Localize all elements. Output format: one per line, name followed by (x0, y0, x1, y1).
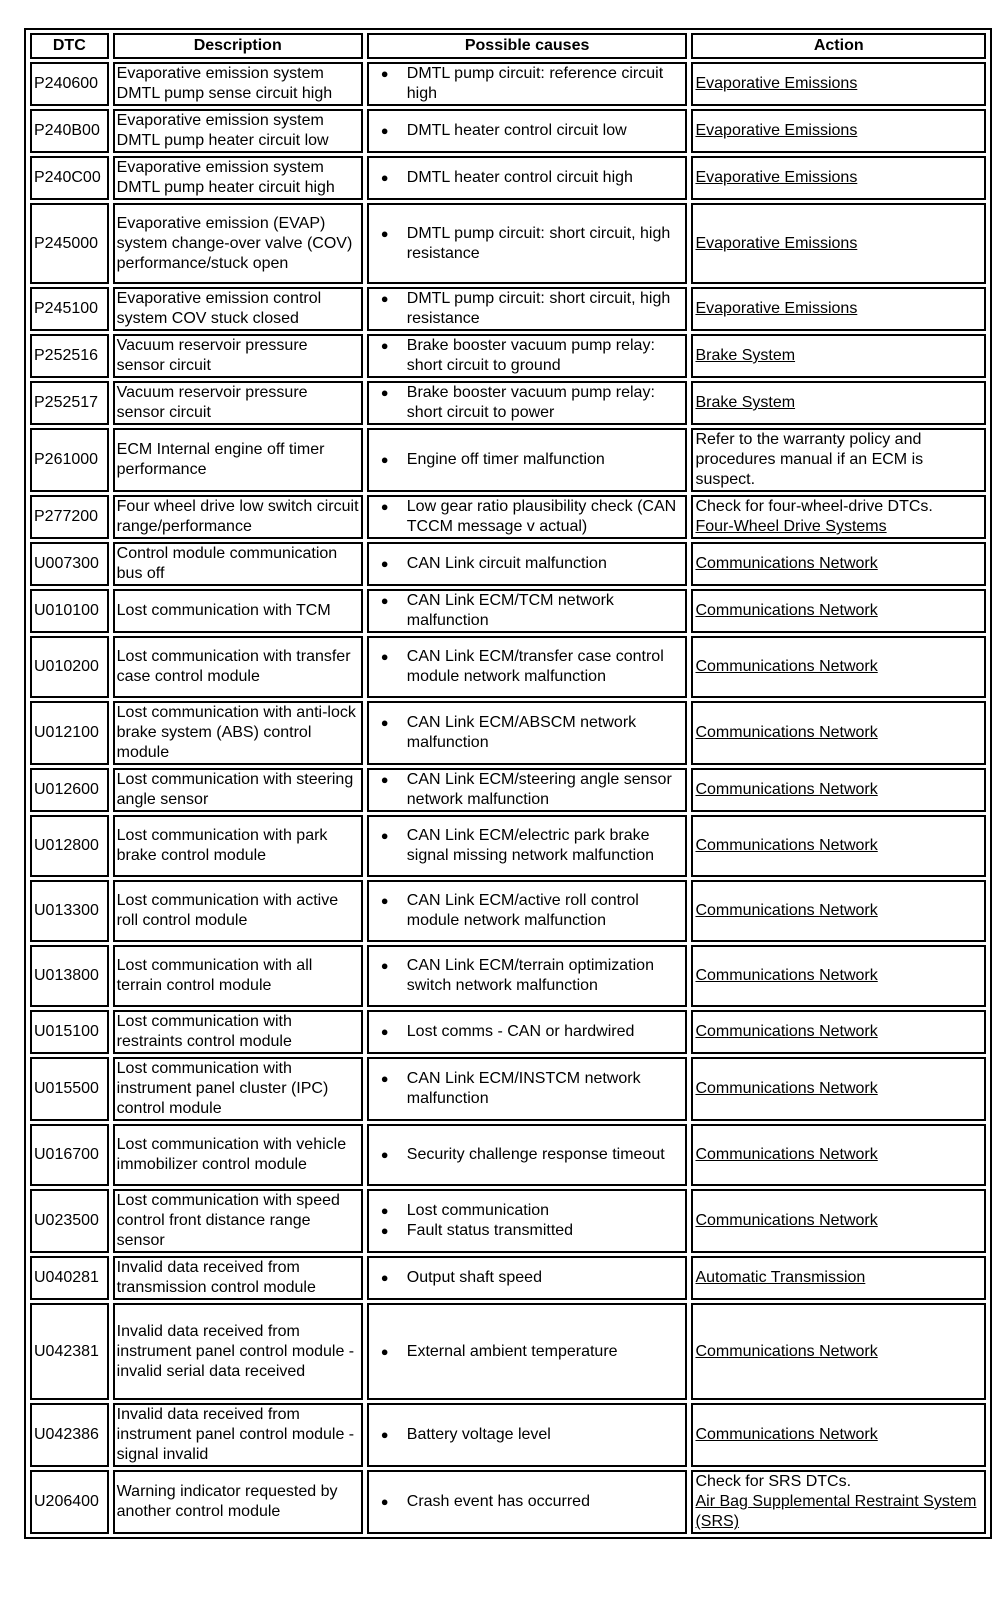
action-cell (691, 381, 986, 425)
action-link[interactable]: Communications Network (695, 1212, 878, 1229)
causes-list (371, 121, 684, 141)
action-link[interactable]: Communications Network (695, 658, 878, 675)
action-cell (691, 62, 986, 106)
cause-item: ● CAN Link ECM/transfer case control module network malfunction (407, 647, 684, 687)
possible-causes (367, 542, 688, 586)
action-link[interactable]: Communications Network (695, 555, 878, 572)
dtc-description: Four wheel drive low switch circuit range/performance (113, 495, 363, 539)
cause-item: ● DMTL pump circuit: reference circuit high (407, 64, 684, 104)
action-cell (691, 1470, 986, 1534)
possible-causes (367, 203, 688, 284)
possible-causes (367, 1256, 688, 1300)
causes-list (371, 1425, 684, 1445)
action-link[interactable]: Automatic Transmission (695, 1269, 866, 1286)
possible-causes (367, 109, 688, 153)
cause-item: ● CAN Link ECM/TCM network malfunction (407, 591, 684, 631)
action-cell (691, 589, 986, 633)
possible-causes (367, 1403, 688, 1467)
dtc-description: Evaporative emission system DMTL pump sense circuit high (113, 62, 363, 106)
dtc-code: U012600 (30, 768, 109, 812)
causes-list (371, 770, 684, 810)
table-row (30, 428, 986, 492)
table-row (30, 109, 986, 153)
dtc-code: P245000 (30, 203, 109, 284)
dtc-description: Invalid data received from instrument panel control module - invalid serial data received (113, 1303, 363, 1400)
action-cell (691, 156, 986, 200)
dtc-code: U015500 (30, 1057, 109, 1121)
dtc-table (24, 28, 992, 1539)
dtc-code: P277200 (30, 495, 109, 539)
causes-list (371, 1268, 684, 1288)
possible-causes (367, 701, 688, 765)
possible-causes (367, 428, 688, 492)
possible-causes (367, 880, 688, 942)
dtc-code: U016700 (30, 1124, 109, 1186)
dtc-description: Lost communication with all terrain control module (113, 945, 363, 1007)
table-row (30, 1124, 986, 1186)
action-cell (691, 287, 986, 331)
dtc-code: P261000 (30, 428, 109, 492)
causes-list (371, 383, 684, 423)
action-link[interactable]: Evaporative Emissions (695, 300, 858, 317)
action-cell (691, 880, 986, 942)
dtc-code: U013300 (30, 880, 109, 942)
action-cell (691, 701, 986, 765)
action-cell (691, 945, 986, 1007)
table-header (30, 33, 986, 59)
cause-item: ● Crash event has occurred (407, 1492, 684, 1512)
dtc-code: U206400 (30, 1470, 109, 1534)
action-link[interactable]: Communications Network (695, 902, 878, 919)
dtc-code: U042386 (30, 1403, 109, 1467)
table-row (30, 945, 986, 1007)
action-link[interactable]: Evaporative Emissions (695, 75, 858, 92)
cause-item: ● CAN Link ECM/active roll control module network malfunction (407, 891, 684, 931)
dtc-description: Lost communication with steering angle sensor (113, 768, 363, 812)
causes-list (371, 956, 684, 996)
table-row (30, 495, 986, 539)
action-cell (691, 495, 986, 539)
cause-item: ● CAN Link circuit malfunction (407, 554, 684, 574)
causes-list (371, 1145, 684, 1165)
possible-causes (367, 815, 688, 877)
dtc-code: U013800 (30, 945, 109, 1007)
action-link[interactable]: Communications Network (695, 1080, 878, 1097)
header-row (30, 33, 986, 59)
possible-causes (367, 1057, 688, 1121)
causes-list (371, 713, 684, 753)
dtc-description: Lost communication with speed control front distance range sensor (113, 1189, 363, 1253)
cause-item: ● DMTL pump circuit: short circuit, high resistance (407, 289, 684, 329)
table-row (30, 1010, 986, 1054)
causes-list (371, 826, 684, 866)
causes-list (371, 1342, 684, 1362)
table-row (30, 880, 986, 942)
dtc-code: U015100 (30, 1010, 109, 1054)
causes-list (371, 289, 684, 329)
action-link[interactable]: Evaporative Emissions (695, 234, 858, 252)
possible-causes (367, 381, 688, 425)
dtc-code: U010100 (30, 589, 109, 633)
action-cell (691, 768, 986, 812)
table-row (30, 334, 986, 378)
action-link[interactable]: Communications Network (695, 1342, 878, 1360)
cause-item: ● Security challenge response timeout (407, 1145, 684, 1165)
table-row (30, 381, 986, 425)
action-cell (691, 109, 986, 153)
dtc-code: P252517 (30, 381, 109, 425)
dtc-description: Evaporative emission system DMTL pump heater circuit low (113, 109, 363, 153)
dtc-code: U010200 (30, 636, 109, 698)
action-link[interactable]: Communications Network (695, 724, 878, 741)
causes-list (371, 336, 684, 376)
causes-list (371, 64, 684, 104)
action-cell (691, 1403, 986, 1467)
action-link[interactable]: Communications Network (695, 967, 878, 984)
table-row (30, 636, 986, 698)
table-row (30, 1057, 986, 1121)
causes-list (371, 1492, 684, 1512)
action-cell (691, 1057, 986, 1121)
action-link[interactable]: Four-Wheel Drive Systems (695, 518, 887, 535)
possible-causes (367, 287, 688, 331)
dtc-code: P245100 (30, 287, 109, 331)
table-row (30, 1256, 986, 1300)
dtc-code: P240B00 (30, 109, 109, 153)
cause-item: ● Lost comms - CAN or hardwired (407, 1022, 684, 1042)
action-note: Refer to the warranty policy and procedures manual if an ECM is suspect. (695, 431, 924, 488)
possible-causes (367, 1189, 688, 1253)
dtc-code: U042381 (30, 1303, 109, 1400)
possible-causes (367, 768, 688, 812)
dtc-description: Vacuum reservoir pressure sensor circuit (113, 381, 363, 425)
dtc-description: Vacuum reservoir pressure sensor circuit (113, 334, 363, 378)
dtc-code: U012100 (30, 701, 109, 765)
action-link[interactable]: Evaporative Emissions (695, 169, 858, 186)
causes-list (371, 891, 684, 931)
table-row (30, 287, 986, 331)
possible-causes (367, 1010, 688, 1054)
possible-causes (367, 589, 688, 633)
table-row (30, 1403, 986, 1467)
action-link[interactable]: Evaporative Emissions (695, 122, 858, 139)
causes-list (371, 450, 684, 470)
action-cell (691, 203, 986, 284)
causes-list (371, 168, 684, 188)
action-link[interactable]: Communications Network (695, 1023, 878, 1040)
cause-item: ● CAN Link ECM/INSTCM network malfunction (407, 1069, 684, 1109)
table-row (30, 768, 986, 812)
table-row (30, 815, 986, 877)
dtc-description: Invalid data received from transmission control module (113, 1256, 363, 1300)
action-link[interactable]: Brake System (695, 347, 796, 364)
action-link[interactable]: Brake System (695, 394, 796, 411)
dtc-description: Evaporative emission (EVAP) system change-over valve (COV) performance/stuck open (113, 203, 363, 284)
table-row (30, 542, 986, 586)
cause-item: ● External ambient temperature (407, 1342, 684, 1362)
header-action: Action (691, 33, 986, 59)
header-dtc: DTC (30, 33, 109, 59)
possible-causes (367, 636, 688, 698)
possible-causes (367, 1124, 688, 1186)
header-causes: Possible causes (367, 33, 688, 59)
cause-item: ● Lost communication (407, 1201, 684, 1221)
causes-list (371, 591, 684, 631)
action-cell (691, 428, 986, 492)
cause-item: ● Battery voltage level (407, 1425, 684, 1445)
dtc-description: Evaporative emission system DMTL pump heater circuit high (113, 156, 363, 200)
table-row (30, 1303, 986, 1400)
possible-causes (367, 334, 688, 378)
action-note: Check for SRS DTCs. (695, 1473, 852, 1490)
possible-causes (367, 62, 688, 106)
table-row (30, 62, 986, 106)
action-cell (691, 1303, 986, 1400)
table-row (30, 1189, 986, 1253)
possible-causes (367, 1303, 688, 1400)
action-link[interactable]: Communications Network (695, 837, 878, 854)
header-description: Description (113, 33, 363, 59)
possible-causes (367, 945, 688, 1007)
action-cell (691, 334, 986, 378)
causes-list (371, 497, 684, 537)
dtc-description: Control module communication bus off (113, 542, 363, 586)
action-link[interactable]: Air Bag Supplemental Restraint System (SRS) (695, 1493, 977, 1530)
action-cell (691, 815, 986, 877)
cause-item: ● Low gear ratio plausibility check (CAN TCCM message v actual) (407, 497, 684, 537)
table-row (30, 701, 986, 765)
causes-list (371, 1069, 684, 1109)
action-cell (691, 1189, 986, 1253)
possible-causes (367, 1470, 688, 1534)
causes-list (371, 1022, 684, 1042)
action-cell (691, 1010, 986, 1054)
cause-item: ● Brake booster vacuum pump relay: short circuit to power (407, 383, 684, 423)
cause-item: ● Brake booster vacuum pump relay: short circuit to ground (407, 336, 684, 376)
dtc-description: Lost communication with restraints control module (113, 1010, 363, 1054)
action-link[interactable]: Communications Network (695, 1426, 878, 1443)
dtc-code: U023500 (30, 1189, 109, 1253)
table-row (30, 203, 986, 284)
causes-list (371, 1201, 684, 1241)
table-body (30, 62, 986, 1534)
dtc-code: U012800 (30, 815, 109, 877)
cause-item: ● CAN Link ECM/electric park brake signal missing network malfunction (407, 826, 684, 866)
action-note: Check for four-wheel-drive DTCs. (695, 498, 933, 515)
cause-item: ● DMTL heater control circuit high (407, 168, 684, 188)
cause-item: ● CAN Link ECM/terrain optimization switch network malfunction (407, 956, 684, 996)
dtc-description: Lost communication with vehicle immobilizer control module (113, 1124, 363, 1186)
dtc-description: Lost communication with anti-lock brake system (ABS) control module (113, 701, 363, 765)
cause-item: ● Output shaft speed (407, 1268, 684, 1288)
causes-list (371, 554, 684, 574)
dtc-description: Lost communication with TCM (113, 589, 363, 633)
action-cell (691, 1256, 986, 1300)
dtc-description: Lost communication with instrument panel cluster (IPC) control module (113, 1057, 363, 1121)
causes-list (371, 224, 684, 264)
action-cell (691, 542, 986, 586)
cause-item: ● DMTL pump circuit: short circuit, high resistance (407, 224, 684, 264)
possible-causes (367, 156, 688, 200)
action-cell (691, 636, 986, 698)
cause-item: ● CAN Link ECM/ABSCM network malfunction (407, 713, 684, 753)
action-cell (691, 1124, 986, 1186)
table-row (30, 1470, 986, 1534)
dtc-code: P240600 (30, 62, 109, 106)
table-row (30, 156, 986, 200)
cause-item: ● DMTL heater control circuit low (407, 121, 684, 141)
cause-item: ● Fault status transmitted (407, 1221, 684, 1241)
dtc-description: Warning indicator requested by another control module (113, 1470, 363, 1534)
action-link[interactable]: Communications Network (695, 781, 878, 798)
possible-causes (367, 495, 688, 539)
dtc-code: U007300 (30, 542, 109, 586)
action-link[interactable]: Communications Network (695, 1146, 878, 1163)
dtc-description: ECM Internal engine off timer performance (113, 428, 363, 492)
dtc-description: Lost communication with park brake control module (113, 815, 363, 877)
dtc-description: Evaporative emission control system COV stuck closed (113, 287, 363, 331)
dtc-code: P240C00 (30, 156, 109, 200)
table-row (30, 589, 986, 633)
causes-list (371, 647, 684, 687)
dtc-description: Invalid data received from instrument panel control module - signal invalid (113, 1403, 363, 1467)
dtc-description: Lost communication with active roll control module (113, 880, 363, 942)
dtc-description: Lost communication with transfer case control module (113, 636, 363, 698)
cause-item: ● Engine off timer malfunction (407, 450, 684, 470)
cause-item: ● CAN Link ECM/steering angle sensor network malfunction (407, 770, 684, 810)
action-link[interactable]: Communications Network (695, 602, 878, 619)
dtc-code: P252516 (30, 334, 109, 378)
dtc-code: U040281 (30, 1256, 109, 1300)
